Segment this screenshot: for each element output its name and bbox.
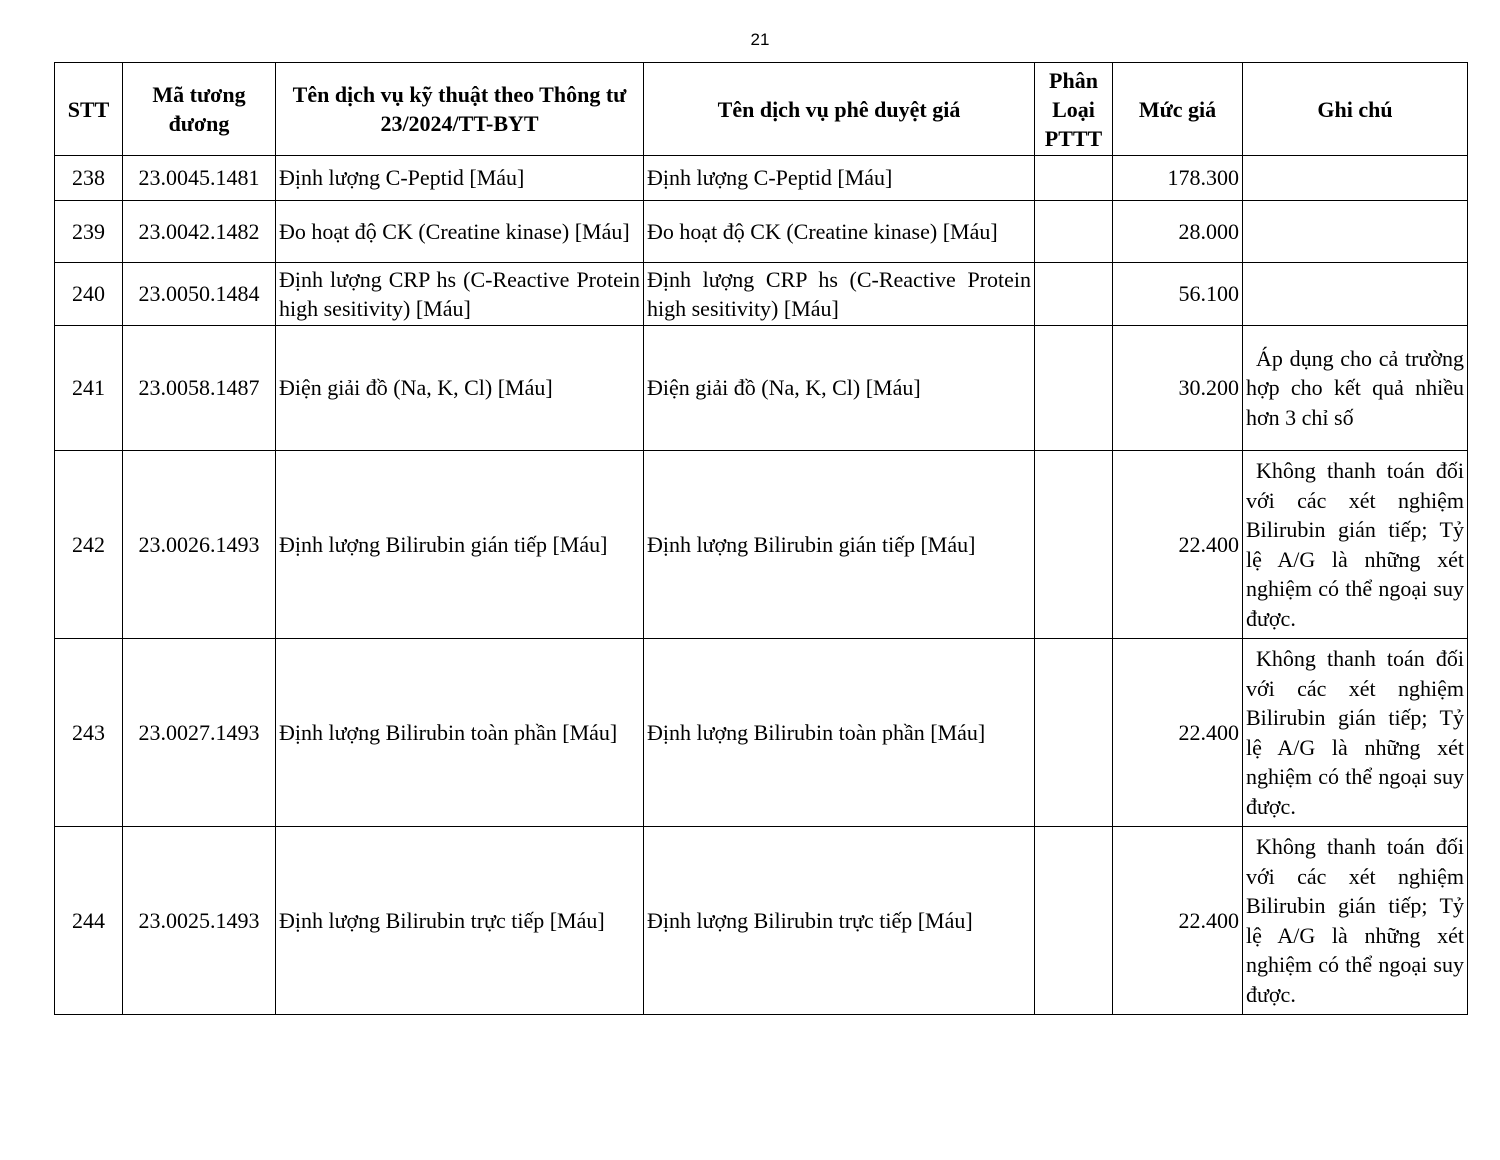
cell-code: 23.0027.1493 xyxy=(123,639,276,827)
cell-tech-name: Định lượng CRP hs (C-Reactive Protein high sesitivity) [Máu] xyxy=(276,263,644,326)
cell-price: 30.200 xyxy=(1113,326,1243,451)
cell-note: Không thanh toán đối với các xét nghiệm Bilirubin gián tiếp; Tỷ lệ A/G là những xét nghiệm có thể ngoại suy được. xyxy=(1243,639,1468,827)
cell-stt: 239 xyxy=(55,201,123,263)
cell-approved-name: Định lượng Bilirubin toàn phần [Máu] xyxy=(644,639,1035,827)
cell-code: 23.0025.1493 xyxy=(123,827,276,1015)
cell-price: 22.400 xyxy=(1113,827,1243,1015)
cell-note: Không thanh toán đối với các xét nghiệm Bilirubin gián tiếp; Tỷ lệ A/G là những xét nghiệm có thể ngoại suy được. xyxy=(1243,827,1468,1015)
table-row xyxy=(55,326,1468,451)
price-table xyxy=(54,62,1468,1015)
cell-classification xyxy=(1035,326,1113,451)
cell-classification xyxy=(1035,827,1113,1015)
cell-approved-name: Đo hoạt độ CK (Creatine kinase) [Máu] xyxy=(644,201,1035,263)
cell-tech-name: Định lượng Bilirubin toàn phần [Máu] xyxy=(276,639,644,827)
table-row xyxy=(55,156,1468,201)
cell-stt: 242 xyxy=(55,451,123,639)
cell-classification xyxy=(1035,263,1113,326)
cell-code: 23.0042.1482 xyxy=(123,201,276,263)
cell-approved-name: Định lượng CRP hs (C-Reactive Protein high sesitivity) [Máu] xyxy=(644,263,1035,326)
table-row xyxy=(55,451,1468,639)
cell-note xyxy=(1243,263,1468,326)
cell-tech-name: Định lượng Bilirubin trực tiếp [Máu] xyxy=(276,827,644,1015)
table-row xyxy=(55,263,1468,326)
cell-price: 56.100 xyxy=(1113,263,1243,326)
cell-approved-name: Định lượng Bilirubin trực tiếp [Máu] xyxy=(644,827,1035,1015)
cell-code: 23.0026.1493 xyxy=(123,451,276,639)
header-stt: STT xyxy=(55,63,123,156)
cell-price: 178.300 xyxy=(1113,156,1243,201)
table-row xyxy=(55,827,1468,1015)
cell-code: 23.0050.1484 xyxy=(123,263,276,326)
cell-note: Áp dụng cho cả trường hợp cho kết quả nhiều hơn 3 chỉ số xyxy=(1243,326,1468,451)
cell-classification xyxy=(1035,156,1113,201)
cell-stt: 240 xyxy=(55,263,123,326)
page-number: 21 xyxy=(750,30,770,49)
cell-tech-name: Điện giải đồ (Na, K, Cl) [Máu] xyxy=(276,326,644,451)
header-approved-name: Tên dịch vụ phê duyệt giá xyxy=(644,63,1035,156)
cell-stt: 243 xyxy=(55,639,123,827)
header-note: Ghi chú xyxy=(1243,63,1468,156)
table-header-row xyxy=(55,63,1468,156)
cell-approved-name: Điện giải đồ (Na, K, Cl) [Máu] xyxy=(644,326,1035,451)
cell-tech-name: Định lượng C-Peptid [Máu] xyxy=(276,156,644,201)
header-price: Mức giá xyxy=(1113,63,1243,156)
cell-approved-name: Định lượng Bilirubin gián tiếp [Máu] xyxy=(644,451,1035,639)
cell-stt: 241 xyxy=(55,326,123,451)
cell-code: 23.0045.1481 xyxy=(123,156,276,201)
header-classification: Phân Loại PTTT xyxy=(1035,63,1113,156)
table-row xyxy=(55,201,1468,263)
cell-note xyxy=(1243,156,1468,201)
cell-price: 28.000 xyxy=(1113,201,1243,263)
cell-classification xyxy=(1035,451,1113,639)
cell-classification xyxy=(1035,201,1113,263)
cell-code: 23.0058.1487 xyxy=(123,326,276,451)
cell-note: Không thanh toán đối với các xét nghiệm Bilirubin gián tiếp; Tỷ lệ A/G là những xét nghiệm có thể ngoại suy được. xyxy=(1243,451,1468,639)
cell-stt: 244 xyxy=(55,827,123,1015)
cell-tech-name: Định lượng Bilirubin gián tiếp [Máu] xyxy=(276,451,644,639)
cell-approved-name: Định lượng C-Peptid [Máu] xyxy=(644,156,1035,201)
table-row xyxy=(55,639,1468,827)
cell-price: 22.400 xyxy=(1113,639,1243,827)
cell-price: 22.400 xyxy=(1113,451,1243,639)
cell-note xyxy=(1243,201,1468,263)
cell-tech-name: Đo hoạt độ CK (Creatine kinase) [Máu] xyxy=(276,201,644,263)
header-tech-name: Tên dịch vụ kỹ thuật theo Thông tư 23/2024/TT-BYT xyxy=(276,63,644,156)
cell-classification xyxy=(1035,639,1113,827)
header-code: Mã tương đương xyxy=(123,63,276,156)
cell-stt: 238 xyxy=(55,156,123,201)
